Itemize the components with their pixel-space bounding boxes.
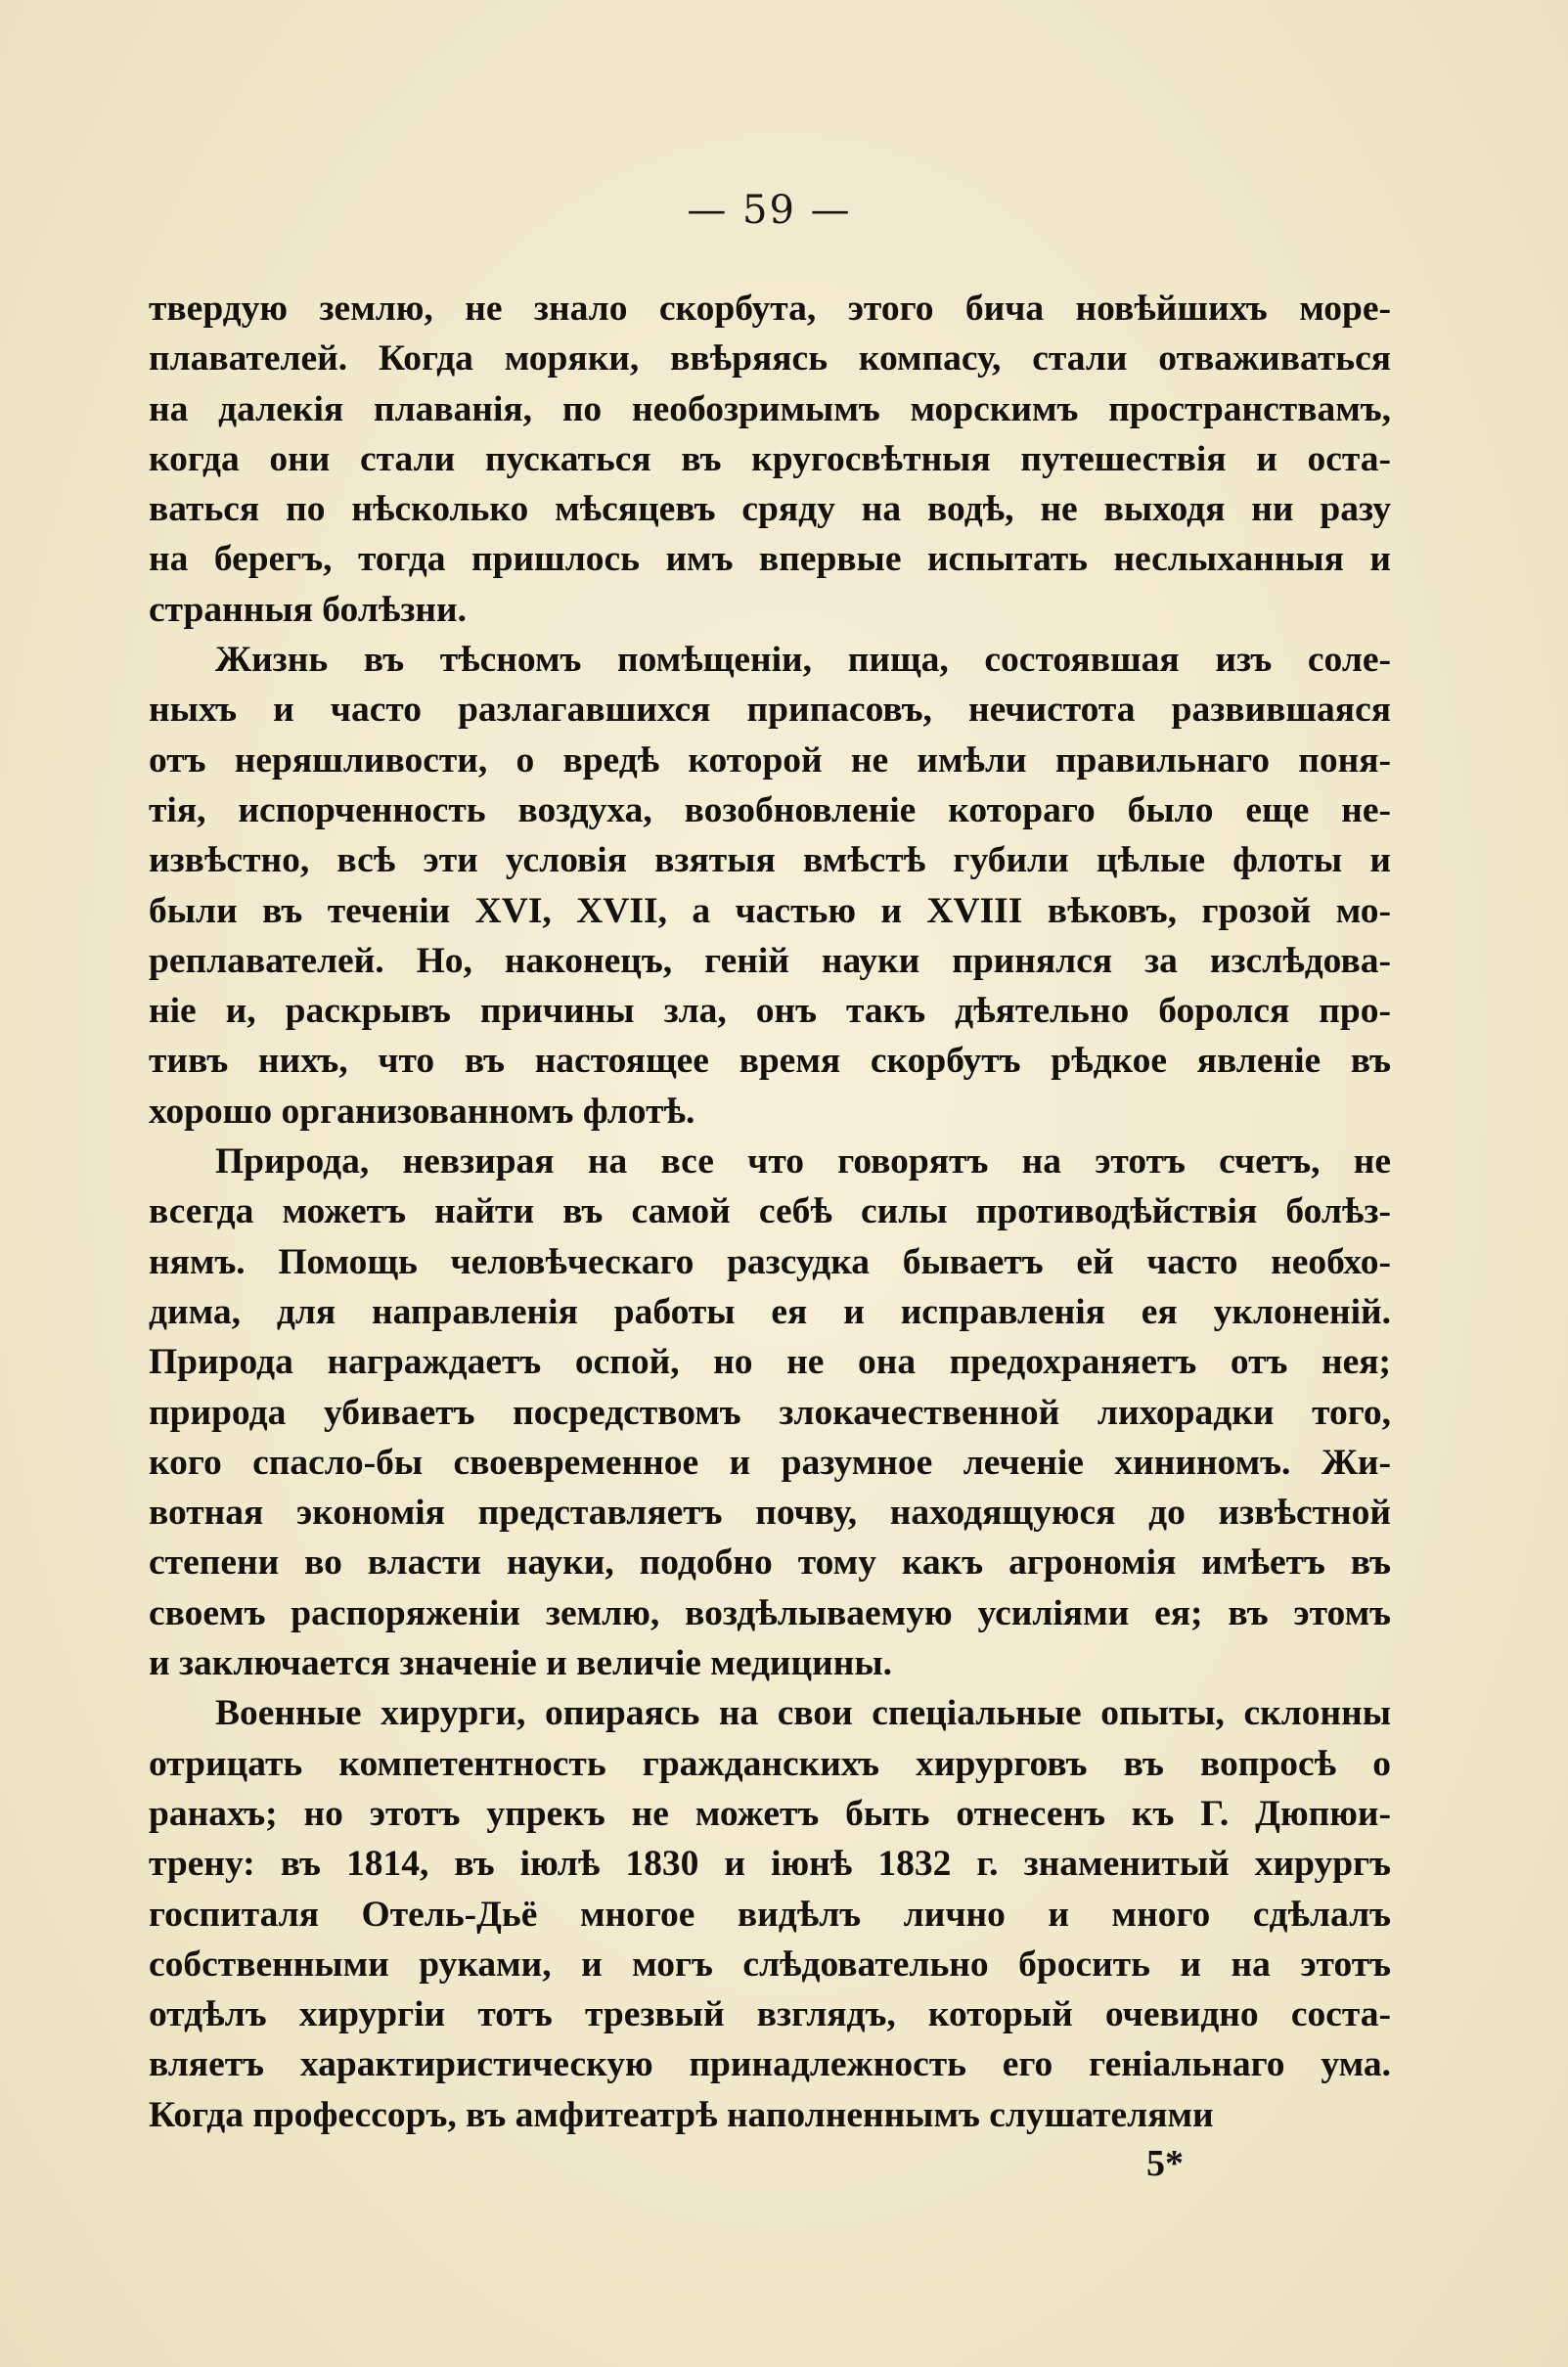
text-line: извѣстно, всѣ эти условія взятыя вмѣстѣ губили цѣлые флоты и xyxy=(149,840,1391,881)
text-line: дима, для направленія работы ея и исправленія ея уклоненій. xyxy=(149,1291,1391,1332)
text-line: Военные хирурги, опираясь на свои спеціальные опыты, склонны xyxy=(215,1693,1391,1734)
text-line: вляетъ характиристическую принадлежность его геніальнаго ума. xyxy=(149,2044,1391,2085)
text-line: реплавателей. Но, наконецъ, геній науки принялся за изслѣдова- xyxy=(149,940,1391,981)
text-line: всегда можетъ найти въ самой себѣ силы противодѣйствія болѣз- xyxy=(149,1191,1391,1232)
text-line: собственными руками, и могъ слѣдовательно бросить и на этотъ xyxy=(149,1943,1391,1985)
text-line: ныхъ и часто разлагавшихся припасовъ, нечистота развившаяся xyxy=(149,690,1391,731)
text-line: своемъ распоряженіи землю, воздѣлываемую усиліями ея; въ этомъ xyxy=(149,1592,1391,1633)
paragraph xyxy=(149,635,1391,1137)
text-line: на далекія плаванія, по необозримымъ морскимъ пространствамъ, xyxy=(149,388,1391,429)
text-line: странныя болѣзни. xyxy=(149,589,467,630)
text-line: отъ неряшливости, о вредѣ которой не имѣли правильнаго поня- xyxy=(149,739,1391,781)
text-line: и заключается значеніе и величіе медицины. xyxy=(149,1643,893,1684)
text-line: хорошо организованномъ флотѣ. xyxy=(149,1091,695,1132)
text-line: твердую землю, не знало скорбута, этого бича новѣйшихъ море- xyxy=(149,289,1391,329)
text-line: когда они стали пускаться въ кругосвѣтныя путешествія и оста- xyxy=(149,438,1391,479)
page-number: — 59 — xyxy=(687,188,852,233)
paragraph xyxy=(149,284,1391,635)
text-line: трену: въ 1814, въ іюлѣ 1830 и іюнѣ 1832 г. знаменитый хирургъ xyxy=(149,1844,1391,1885)
paragraph xyxy=(149,1137,1391,1688)
text-line: степени во власти науки, подобно тому какъ агрономія имѣетъ въ xyxy=(149,1542,1391,1584)
text-line: тивъ нихъ, что въ настоящее время скорбутъ рѣдкое явленіе въ xyxy=(149,1041,1391,1082)
text-line: плавателей. Когда моряки, ввѣряясь компасу, стали отваживаться xyxy=(149,338,1391,380)
body-text xyxy=(149,284,1391,2140)
text-line: госпиталя Отель-Дьё многое видѣлъ лично и много сдѣлалъ xyxy=(149,1894,1391,1935)
text-line: Когда профессоръ, въ амфитеатрѣ наполненнымъ слушателями xyxy=(149,2094,1214,2135)
text-line: отдѣлъ хирургіи тотъ трезвый взглядъ, который очевидно соста- xyxy=(149,1994,1391,2035)
text-line: ваться по нѣсколько мѣсяцевъ сряду на водѣ, не выходя ни разу xyxy=(149,489,1391,530)
text-line: вотная экономія представляетъ почву, находящуюся до извѣстной xyxy=(149,1493,1391,1534)
text-line: Природа, невзирая на все что говорятъ на этотъ счетъ, не xyxy=(215,1141,1391,1183)
text-line: отрицать компетентность гражданскихъ хирурговъ въ вопросѣ о xyxy=(149,1743,1391,1784)
text-line: природа убиваетъ посредствомъ злокачественной лихорадки того, xyxy=(149,1392,1391,1433)
signature-mark: 5* xyxy=(1146,2143,1184,2184)
text-line: на берегъ, тогда пришлось имъ впервые испытать неслыханныя и xyxy=(149,539,1391,580)
text-line: нямъ. Помощь человѣческаго разсудка бываетъ ей часто необхо- xyxy=(149,1241,1391,1282)
text-line: кого спасло-бы своевременное и разумное леченіе хининомъ. Жи- xyxy=(149,1442,1391,1483)
text-line: ніе и, раскрывъ причины зла, онъ такъ дѣятельно боролся про- xyxy=(149,991,1391,1032)
paragraph xyxy=(149,1688,1391,2140)
text-line: были въ теченіи XVI, XVII, а частью и XVIII вѣковъ, грозой мо- xyxy=(149,890,1391,931)
text-line: Природа награждаетъ оспой, но не она предохраняетъ отъ нея; xyxy=(149,1342,1391,1383)
text-line: тія, испорченность воздуха, возобновленіе котораго было еще не- xyxy=(149,789,1391,830)
text-line: Жизнь въ тѣсномъ помѣщеніи, пища, состоявшая изъ соле- xyxy=(215,640,1391,681)
text-line: ранахъ; но этотъ упрекъ не можетъ быть отнесенъ къ Г. Дюпюи- xyxy=(149,1793,1391,1834)
